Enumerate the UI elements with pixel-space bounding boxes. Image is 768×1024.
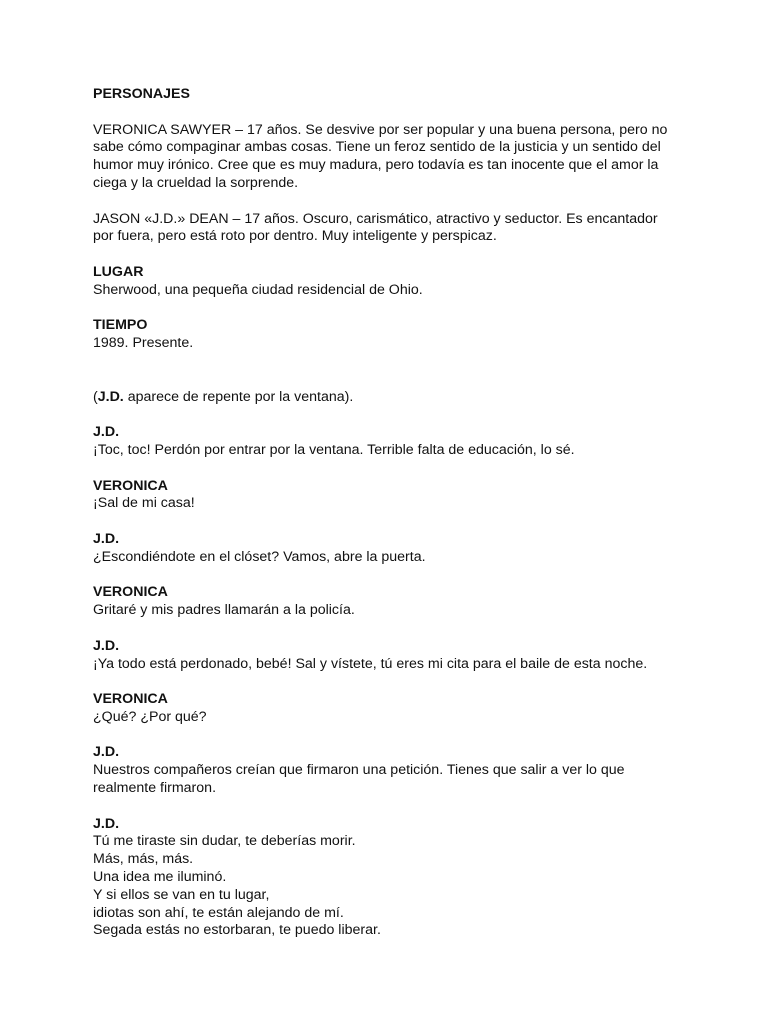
description-line: ciega y la crueldad la sorprende. <box>93 174 299 191</box>
speaker-name: J.D. <box>93 530 120 547</box>
dialogue-block <box>93 816 693 941</box>
dialogue-line: ¿Escondiéndote en el clóset? Vamos, abre la puerta. <box>93 548 426 565</box>
dialogue-line: ¡Toc, toc! Perdón por entrar por la ventana. Terrible falta de educación, lo sé. <box>93 441 575 458</box>
place-heading: LUGAR <box>93 263 144 280</box>
stage-direction-text <box>93 389 693 407</box>
spacer <box>93 371 693 389</box>
stage-direction-character: J.D. <box>97 388 124 405</box>
lyric-line: Segada estás no estorbaran, te puedo liberar. <box>93 922 381 939</box>
dialogue-block <box>93 638 693 674</box>
dialogue-block <box>93 691 693 727</box>
dialogue-line: Gritaré y mis padres llamarán a la policía. <box>93 602 355 619</box>
dialogue-line: realmente firmaron. <box>93 780 217 797</box>
dialogue-line: ¡Sal de mi casa! <box>93 495 195 512</box>
time-section <box>93 317 693 353</box>
dialogue-block <box>93 744 693 797</box>
speaker-name: J.D. <box>93 637 120 654</box>
place-section <box>93 264 693 300</box>
place-text: Sherwood, una pequeña ciudad residencial de Ohio. <box>93 281 423 298</box>
description-line: JASON «J.D.» DEAN – 17 años. Oscuro, carismático, atractivo y seductor. Es encantador <box>93 210 658 227</box>
dialogue-block <box>93 584 693 620</box>
lyric-line: idiotas son ahí, te están alejando de mí. <box>93 904 344 921</box>
script-page <box>93 86 693 958</box>
speaker-name: VERONICA <box>93 584 168 601</box>
lyric-line: Tú me tiraste sin dudar, te deberías morir. <box>93 833 356 850</box>
page-title: PERSONAJES <box>93 86 190 102</box>
description-line: VERONICA SAWYER – 17 años. Se desvive por ser popular y una buena persona, pero no <box>93 121 668 138</box>
character-description-veronica <box>93 122 693 193</box>
stage-direction <box>93 389 693 407</box>
character-description-jd <box>93 211 693 247</box>
speaker-name: J.D. <box>93 424 120 441</box>
speaker-name: VERONICA <box>93 691 168 708</box>
lyric-line: Una idea me iluminó. <box>93 869 227 886</box>
description-line: humor muy irónico. Cree que es muy madura, pero todavía es tan inocente que el amor la <box>93 157 659 174</box>
dialogue-block <box>93 424 693 460</box>
dialogue-line: Nuestros compañeros creían que firmaron una petición. Tienes que salir a ver lo que <box>93 762 625 779</box>
stage-direction-open: ( <box>93 388 98 405</box>
dialogue-block <box>93 478 693 514</box>
lyric-line: Y si ellos se van en tu lugar, <box>93 886 270 903</box>
stage-direction-rest: aparece de repente por la ventana). <box>123 388 354 405</box>
speaker-name: VERONICA <box>93 477 168 494</box>
dialogue-block <box>93 531 693 567</box>
speaker-name: J.D. <box>93 815 120 832</box>
description-line: sabe cómo compaginar ambas cosas. Tiene un feroz sentido de la justicia y un sentido del <box>93 139 661 156</box>
description-line: por fuera, pero está roto por dentro. Muy inteligente y perspicaz. <box>93 228 497 245</box>
time-heading: TIEMPO <box>93 317 148 334</box>
speaker-name: J.D. <box>93 744 120 761</box>
dialogue-line: ¿Qué? ¿Por qué? <box>93 708 207 725</box>
lyric-line: Más, más, más. <box>93 851 194 868</box>
time-text: 1989. Presente. <box>93 335 194 352</box>
dialogue-line: ¡Ya todo está perdonado, bebé! Sal y vístete, tú eres mi cita para el baile de esta noche. <box>93 655 648 672</box>
